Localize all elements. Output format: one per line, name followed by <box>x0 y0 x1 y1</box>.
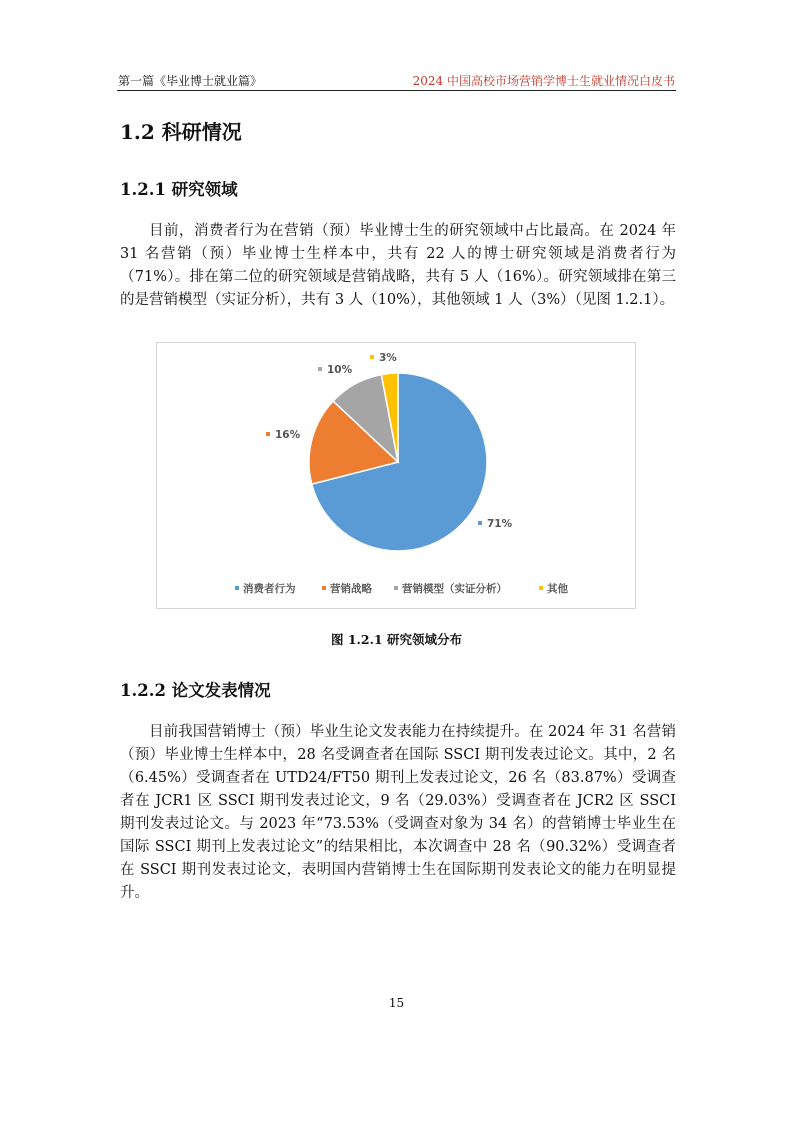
subsection-title-publications: 1.2.2 论文发表情况 <box>120 681 271 700</box>
data-label-marker-2 <box>266 432 270 436</box>
pie-chart-svg <box>157 343 637 610</box>
legend-swatch-3 <box>394 586 398 590</box>
section-title: 1.2 科研情况 <box>120 120 242 144</box>
data-label-marker-3 <box>318 367 322 371</box>
legend-label-1: 消费者行为 <box>243 583 296 595</box>
page-header-right: 2024 中国高校市场营销学博士生就业情况白皮书 <box>412 74 675 88</box>
page-header-left: 第一篇《毕业博士就业篇》 <box>118 74 263 88</box>
header-rule <box>117 90 676 91</box>
data-label-3: 10% <box>327 364 353 376</box>
legend-swatch-4 <box>539 586 543 590</box>
subsection-title-research-areas: 1.2.1 研究领域 <box>120 180 238 199</box>
data-label-1: 71% <box>487 518 513 530</box>
research-area-pie-chart <box>156 342 636 609</box>
legend-label-4: 其他 <box>547 583 568 595</box>
data-label-marker-4 <box>370 355 374 359</box>
legend-swatch-2 <box>322 586 326 590</box>
legend-label-3: 营销模型（实证分析） <box>402 583 507 595</box>
data-label-4: 3% <box>379 352 397 364</box>
publications-paragraph: 目前我国营销博士（预）毕业生论文发表能力在持续提升。在 2024 年 31 名营销（预）毕业博士生样本中，28 名受调查者在国际 SSCI 期刊发表过论文。其中，2 名（6.45%）受调查者在 UTD24/FT50 期刊上发表过论文，26 名（83.87%）受调查者在 JCR1 区 SSCI 期刊发表过论文，9 名（29.03%）受调查者在 JCR2 区 SSCI 期刊发表过论文。与 2023 年“73.53%（受调查对象为 34 名）的营销博士毕业生在国际 SSCI 期刊上发表过论文”的结果相比，本次调查中 28 名（90.32%）受调查者在 SSCI 期刊发表过论文，表明国内营销博士生在国际期刊发表论文的能力在明显提升。 <box>120 724 676 901</box>
legend-swatch-1 <box>235 586 239 590</box>
figure-caption: 图 1.2.1 研究领域分布 <box>330 632 462 647</box>
legend-label-2: 营销战略 <box>330 583 372 595</box>
page-number: 15 <box>388 996 405 1010</box>
research-areas-paragraph: 目前，消费者行为在营销（预）毕业博士生的研究领域中占比最高。在 2024 年 31 名营销（预）毕业博士生样本中，共有 22 人的博士研究领域是消费者行为（71%）。排在第二位的研究领域是营销战略，共有 5 人（16%）。研究领域排在第三的是营销模型（实证分析），共有 3 人（10%），其他领域 1 人（3%）（见图 1.2.1）。 <box>120 223 676 308</box>
data-label-2: 16% <box>275 429 301 441</box>
data-label-marker-1 <box>478 521 482 525</box>
